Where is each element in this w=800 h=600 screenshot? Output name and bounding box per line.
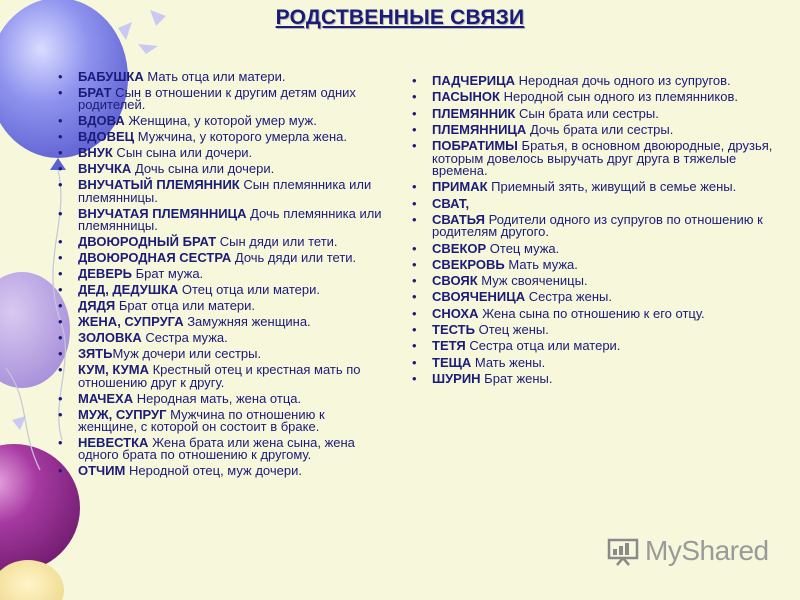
term-item (58, 163, 382, 175)
term-item (412, 181, 784, 193)
term-item (58, 437, 382, 462)
term-definition: Мать отца или матери. (143, 69, 286, 84)
term-item (412, 195, 784, 211)
term-name: СВОЯК (432, 273, 478, 289)
term-definition: Сын племянника или племянницы. (78, 177, 372, 205)
term-name: ОТЧИМ (78, 463, 126, 479)
term-item (58, 71, 382, 83)
term-item (58, 316, 382, 328)
term-name: ЗЯТЬ (78, 346, 113, 362)
watermark-text: MyShared (645, 535, 769, 566)
term-item (58, 332, 382, 344)
term-item (412, 75, 784, 87)
term-item (412, 340, 784, 352)
term-definition: Муж дочери или сестры. (112, 346, 262, 362)
term-definition: Сестра отца или матери. (465, 338, 621, 354)
term-item (58, 364, 382, 389)
term-definition: Женщина, у которой умер муж. (124, 113, 317, 129)
term-item (412, 275, 784, 287)
term-name: ВДОВЕЦ (78, 129, 135, 145)
term-name: ДВОЮРОДНАЯ СЕСТРА (78, 250, 232, 266)
term-item (412, 324, 784, 336)
term-definition: Мужчина, у которого умерла жена. (134, 129, 347, 145)
term-definition: Неродной сын одного из племянников. (499, 89, 738, 105)
term-name: МАЧЕХА (78, 390, 134, 406)
term-name: ДЯДЯ (78, 298, 116, 314)
term-item (58, 348, 382, 360)
term-definition: Муж свояченицы. (477, 273, 588, 289)
term-name: СВАТ, (432, 195, 470, 211)
term-name: ДВОЮРОДНЫЙ БРАТ (78, 234, 217, 250)
term-definition: Брат мужа. (132, 266, 204, 282)
term-item (412, 91, 784, 103)
term-name: ВНУЧАТЫЙ ПЛЕМЯННИК (78, 177, 240, 193)
term-name: СВАТЬЯ (432, 211, 486, 227)
term-name: ДЕВЕРЬ (78, 266, 133, 282)
term-item (58, 179, 382, 204)
term-definition: Жена сына по отношению к его отцу. (478, 305, 705, 321)
term-definition: Сын сына или дочери. (112, 145, 253, 161)
term-name: ВНУЧАТАЯ ПЛЕМЯННИЦА (78, 205, 247, 221)
term-item (412, 354, 784, 370)
term-item (58, 268, 382, 280)
term-name: ТЕЩА (432, 354, 472, 370)
term-definition: Неродная мать, жена отца. (133, 390, 302, 406)
term-item (58, 115, 382, 127)
term-name: ТЕСТЬ (432, 322, 475, 338)
term-definition: Неродной отец, муж дочери. (125, 463, 302, 479)
term-item (412, 256, 784, 272)
term-item (58, 87, 382, 112)
term-definition: Мужчина по отношению к женщине, с которой он состоит в браке. (78, 406, 325, 435)
term-definition: Отец мужа. (486, 240, 560, 256)
term-definition: Сестра мужа. (141, 330, 228, 346)
term-definition: Жена брата или жена сына, жена одного брата по отношению к другому. (78, 435, 355, 463)
term-item (412, 291, 784, 303)
term-name: ПЛЕМЯННИЦА (432, 121, 527, 137)
term-definition: Сестра жены. (525, 289, 612, 305)
term-definition: Замужняя женщина. (183, 314, 311, 330)
term-name: СВОЯЧЕНИЦА (432, 289, 526, 305)
term-item (58, 300, 382, 312)
term-name: СНОХА (432, 305, 479, 321)
term-name: ВНУК (78, 145, 113, 161)
term-definition: Дочь сына или дочери. (131, 161, 275, 177)
term-definition: Неродная дочь одного из супругов. (515, 73, 731, 88)
term-definition: Мать жены. (471, 354, 546, 370)
gold-balloon (0, 560, 64, 600)
presentation-board-icon (607, 536, 641, 566)
term-item (412, 305, 784, 321)
term-item (58, 205, 382, 234)
term-name: ДЕД, ДЕДУШКА (78, 282, 179, 298)
term-item (412, 211, 784, 240)
term-name: БРАТ (78, 85, 112, 100)
term-definition: Дочь племянника или племянницы. (78, 205, 382, 234)
term-name: ТЕТЯ (432, 338, 466, 354)
term-name: МУЖ, СУПРУГ (78, 406, 167, 422)
term-item (58, 390, 382, 406)
term-item (412, 240, 784, 256)
term-definition: Мать мужа. (504, 256, 578, 272)
term-item (58, 147, 382, 159)
term-item (412, 370, 784, 386)
term-definition: Брат жены. (480, 370, 553, 386)
term-definition: Сын в отношении к другим детям одних родителей. (78, 85, 356, 113)
term-name: БАБУШКА (78, 69, 144, 84)
term-definition: Родители одного из супругов по отношению к родителям другого. (432, 211, 763, 240)
term-definition: Отец отца или матери. (178, 282, 320, 298)
term-definition: Брат отца или матери. (115, 298, 256, 314)
term-name: ЖЕНА, СУПРУГА (78, 314, 184, 330)
right-term-list (412, 75, 784, 389)
term-definition: Братья, в основном двоюродные, друзья, которым довелось выручать друг друга в тяжелые времена. (432, 138, 773, 178)
term-definition: Отец жены. (474, 322, 549, 338)
term-name: СВЕКРОВЬ (432, 256, 505, 272)
left-term-list (58, 71, 382, 481)
term-definition: Дочь дяди или тети. (231, 250, 357, 266)
term-name: НЕВЕСТКА (78, 435, 149, 451)
term-item (58, 406, 382, 435)
watermark (607, 535, 769, 567)
term-name: ПОБРАТИМЫ (432, 138, 518, 154)
term-definition: Приемный зять, живущий в семье жены. (487, 179, 737, 195)
term-definition: Сын брата или сестры. (515, 105, 659, 121)
term-item (412, 121, 784, 137)
term-definition: Дочь брата или сестры. (526, 121, 674, 137)
term-name: ВДОВА (78, 113, 125, 129)
term-name: ПАДЧЕРИЦА (432, 73, 516, 88)
term-name: КУМ, КУМА (78, 362, 149, 378)
term-item (58, 284, 382, 296)
term-name: ВНУЧКА (78, 161, 132, 177)
term-item (412, 105, 784, 121)
term-item (58, 252, 382, 264)
term-item (412, 140, 784, 177)
term-item (58, 465, 382, 477)
term-name: ПРИМАК (432, 179, 488, 195)
term-definition: Крестный отец и крестная мать по отношению друг к другу. (78, 362, 361, 390)
term-name: СВЕКОР (432, 240, 487, 256)
term-name: ПАСЫНОК (432, 89, 500, 105)
term-definition: Сын дяди или тети. (216, 234, 338, 250)
term-name: ЗОЛОВКА (78, 330, 142, 346)
page-title: РОДСТВЕННЫЕ СВЯЗИ (275, 6, 525, 29)
term-name: ПЛЕМЯННИК (432, 105, 516, 121)
term-item (58, 131, 382, 143)
term-name: ШУРИН (432, 370, 481, 386)
term-item (58, 236, 382, 248)
